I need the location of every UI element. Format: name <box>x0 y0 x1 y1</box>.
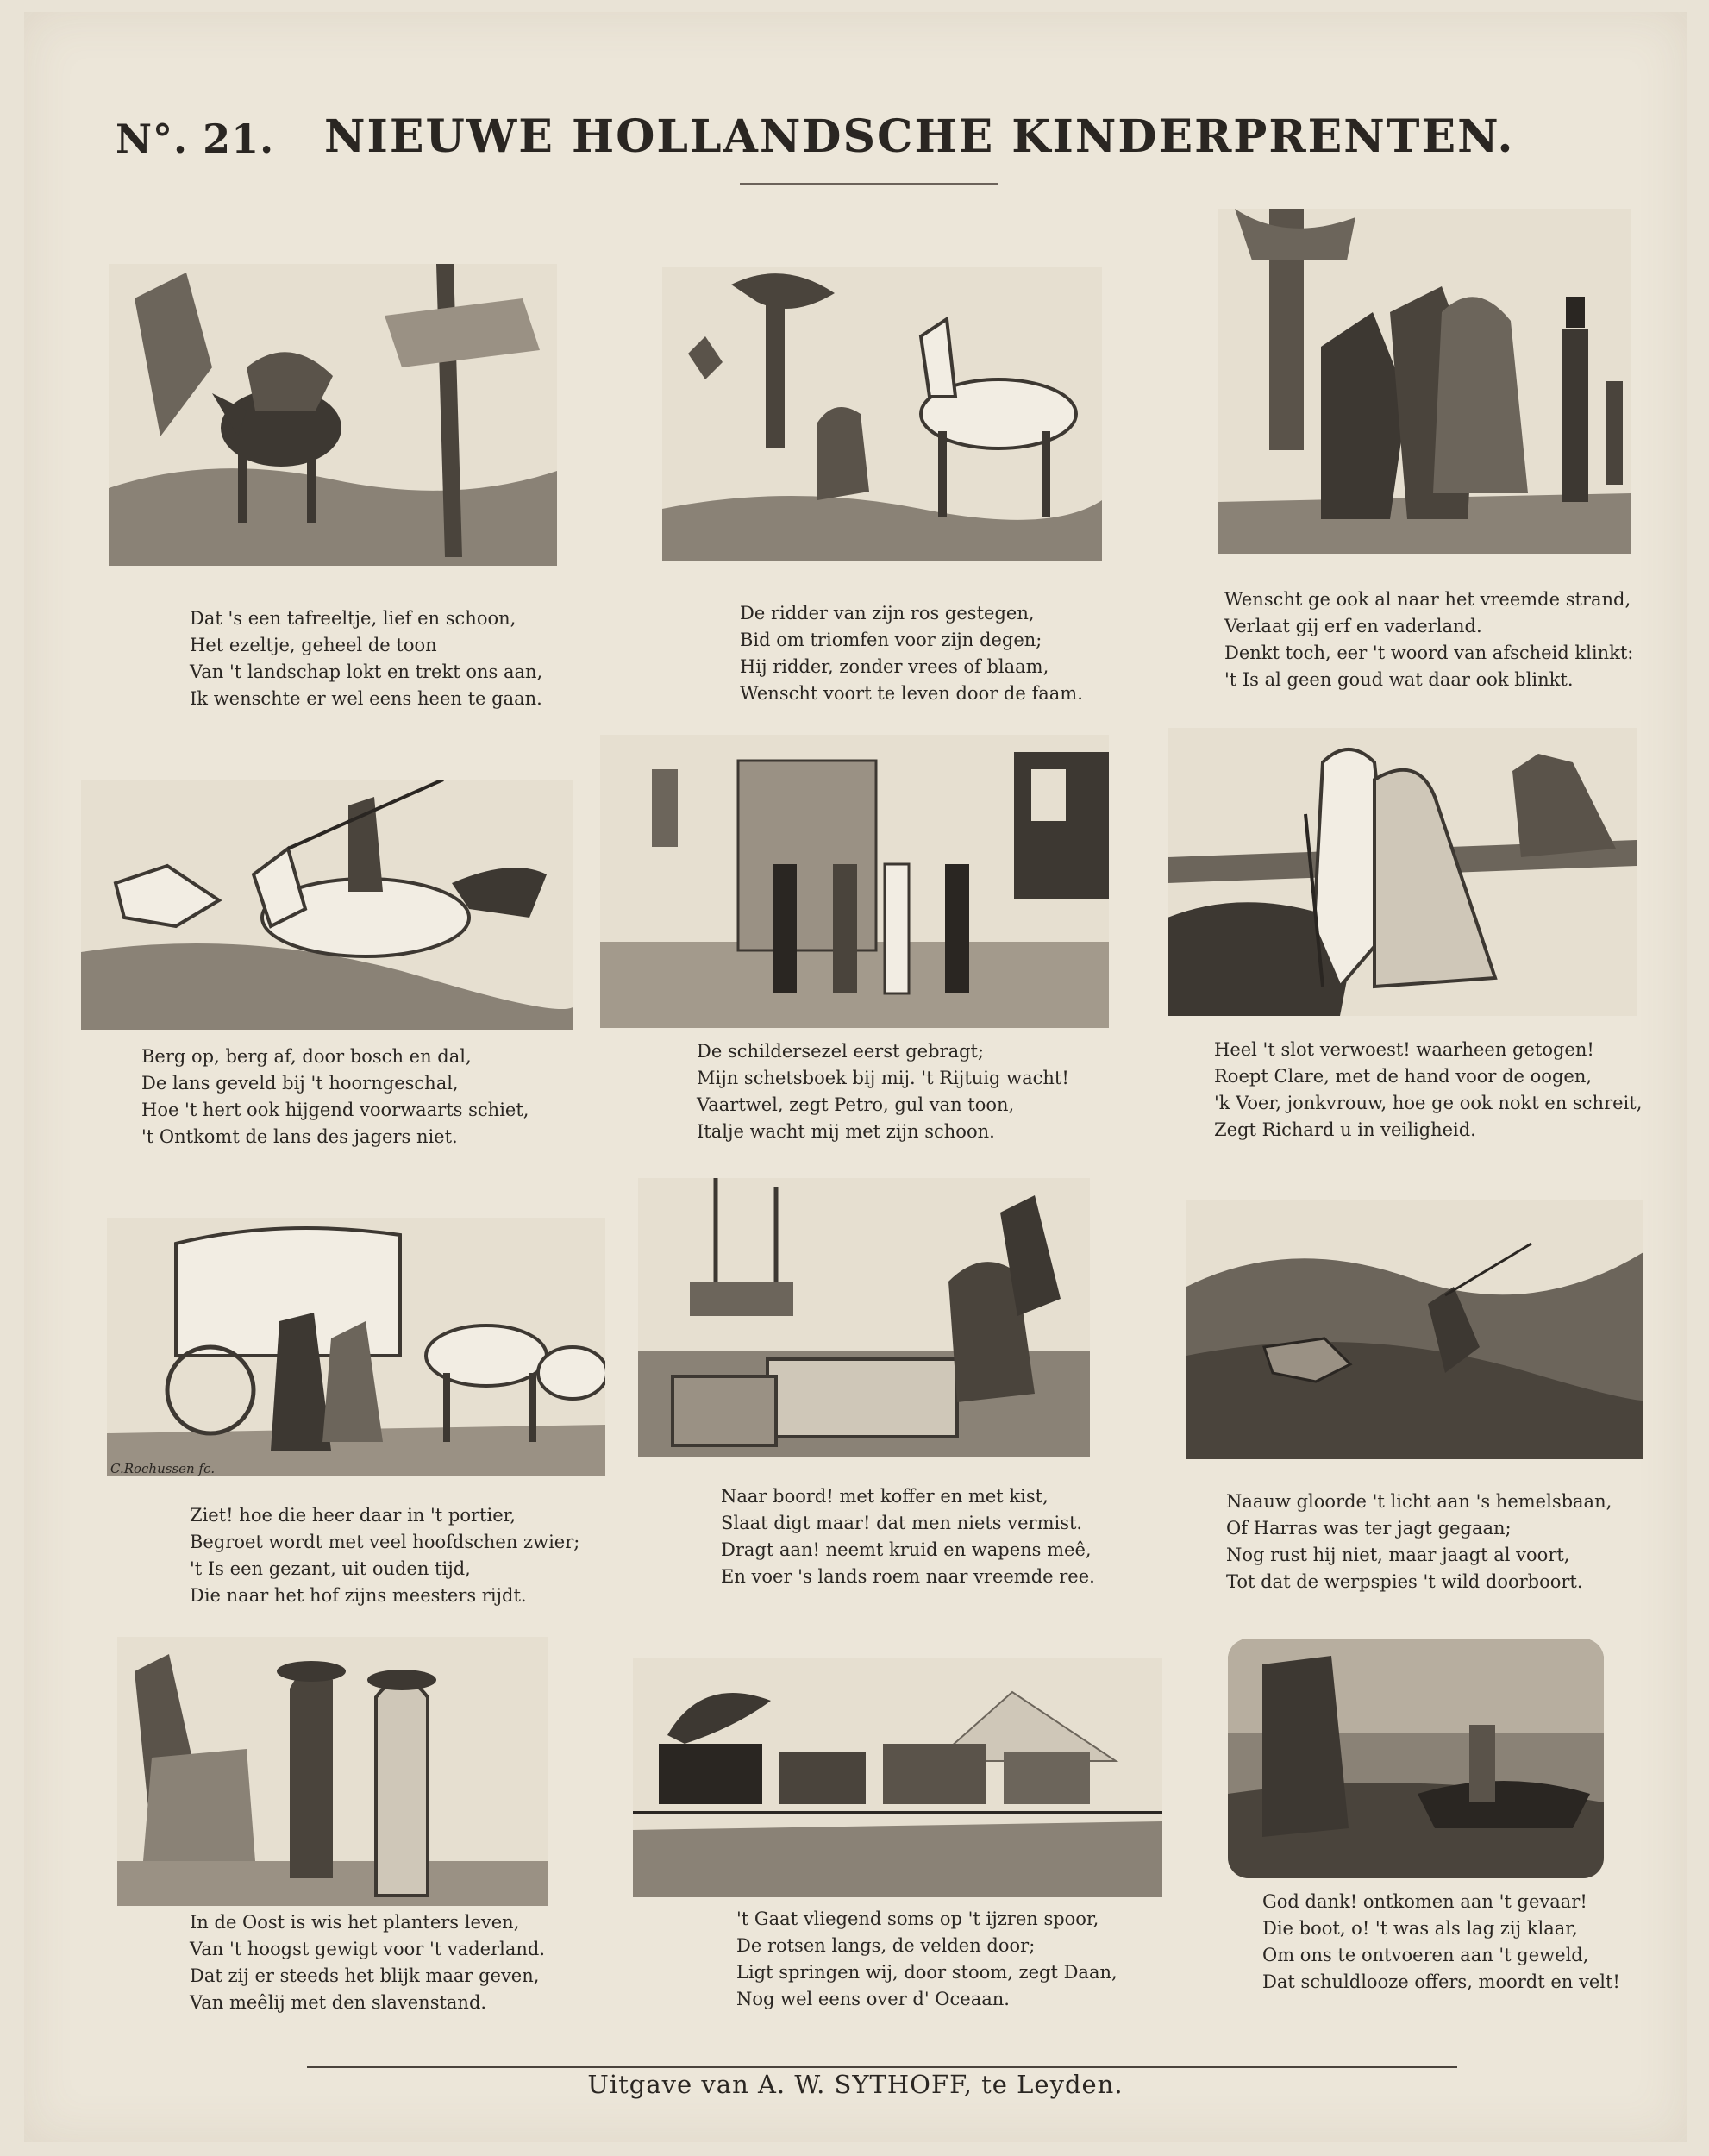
engraving-coach-departure <box>600 735 1109 1028</box>
publisher-imprint: Uitgave van A. W. SYTHOFF, te Leyden. <box>587 2070 1124 2099</box>
verse-line: Heel 't slot verwoest! waarheen getogen! <box>1214 1039 1594 1060</box>
verse-line: Slaat digt maar! dat men niets vermist. <box>721 1513 1083 1533</box>
engraver-signature: C.Rochussen fc. <box>110 1461 216 1476</box>
verse-donkey-landscape <box>190 605 542 712</box>
engraving-deer-hunt <box>1186 1200 1643 1459</box>
verse-line: Hoe 't hert ook hijgend voorwaarts schiet, <box>141 1100 529 1120</box>
engraving-emigrants <box>1218 209 1631 554</box>
verse-line: Denkt toch, eer 't woord van afscheid klinkt: <box>1224 642 1634 663</box>
engraving-stagecoach <box>107 1218 605 1476</box>
verse-line: Roept Clare, met de hand voor de oogen, <box>1214 1066 1593 1087</box>
verse-line: Die naar het hof zijns meesters rijdt. <box>190 1585 527 1606</box>
broadsheet <box>24 12 1687 2142</box>
verse-line: Zegt Richard u in veiligheid. <box>1214 1119 1476 1140</box>
verse-line: In de Oost is wis het planters leven, <box>190 1912 520 1933</box>
verse-line: Die boot, o! 't was als lag zij klaar, <box>1262 1918 1578 1939</box>
sheet-title: NIEUWE HOLLANDSCHE KINDERPRENTEN. <box>324 110 1515 163</box>
title-divider <box>740 183 998 185</box>
verse-line: God dank! ontkomen aan 't gevaar! <box>1262 1891 1587 1912</box>
verse-line: Vaartwel, zegt Petro, gul van toon, <box>697 1094 1015 1115</box>
verse-line: 't Gaat vliegend soms op 't ijzren spoor, <box>736 1908 1099 1929</box>
verse-hunter-on-horse <box>141 1044 529 1150</box>
verse-stagecoach <box>190 1502 579 1609</box>
verse-line: Ziet! hoe die heer daar in 't portier, <box>190 1505 516 1526</box>
verse-line: Het ezeltje, geheel de toon <box>190 635 437 655</box>
verse-line: Dat schuldlooze offers, moordt en velt! <box>1262 1971 1620 1992</box>
verse-line: Dat zij er steeds het blijk maar geven, <box>190 1965 540 1986</box>
engraving-rescue-boat <box>1228 1639 1604 1878</box>
verse-line: De schildersezel eerst gebragt; <box>697 1041 985 1062</box>
verse-ruined-castle <box>1214 1037 1642 1144</box>
engraving-planters <box>117 1637 548 1906</box>
verse-knight-and-horse <box>740 600 1083 707</box>
engraving-ruined-castle <box>1168 728 1637 1016</box>
verse-line: Nog wel eens over d' Oceaan. <box>736 1989 1010 2009</box>
verse-line: Wenscht ge ook al naar het vreemde strand, <box>1224 589 1631 610</box>
verse-line: De ridder van zijn ros gestegen, <box>740 603 1035 624</box>
verse-planters <box>190 1909 545 2016</box>
verse-line: Hij ridder, zonder vrees of blaam, <box>740 656 1049 677</box>
engraving-steam-train <box>633 1658 1162 1897</box>
verse-line: 't Is een gezant, uit ouden tijd, <box>190 1558 471 1579</box>
verse-line: En voer 's lands roem naar vreemde ree. <box>721 1566 1095 1587</box>
verse-line: Ligt springen wij, door stoom, zegt Daan, <box>736 1962 1117 1983</box>
header <box>24 105 1687 174</box>
verse-emigrants <box>1224 586 1633 693</box>
verse-line: Ik wenschte er wel eens heen te gaan. <box>190 688 542 709</box>
verse-line: Mijn schetsboek bij mij. 't Rijtuig wacht! <box>697 1068 1069 1088</box>
verse-line: Naauw gloorde 't licht aan 's hemelsbaan, <box>1226 1491 1612 1512</box>
verse-line: Dat 's een tafreeltje, lief en schoon, <box>190 608 516 629</box>
engraving-knight-and-horse <box>662 267 1102 561</box>
verse-line: Berg op, berg af, door bosch en dal, <box>141 1046 472 1067</box>
verse-line: Of Harras was ter jagt gegaan; <box>1226 1518 1512 1539</box>
verse-dock-crates <box>721 1483 1095 1590</box>
verse-line: Naar boord! met koffer en met kist, <box>721 1486 1049 1507</box>
verse-line: Nog rust hij niet, maar jaagt al voort, <box>1226 1545 1570 1565</box>
verse-line: 't Is al geen goud wat daar ook blinkt. <box>1224 669 1574 690</box>
verse-line: Italje wacht mij met zijn schoon. <box>697 1121 995 1142</box>
verse-coach-departure <box>697 1038 1069 1145</box>
verse-line: De rotsen langs, de velden door; <box>736 1935 1036 1956</box>
verse-rescue-boat <box>1262 1889 1620 1996</box>
verse-line: Van 't landschap lokt en trekt ons aan, <box>190 661 543 682</box>
verse-line: Bid om triomfen voor zijn degen; <box>740 630 1042 650</box>
engraving-dock-crates <box>638 1178 1090 1457</box>
verse-steam-train <box>736 1906 1117 2013</box>
engraving-hunter-on-horse <box>81 780 573 1030</box>
verse-line: Wenscht voort te leven door de faam. <box>740 683 1083 704</box>
verse-line: Begroet wordt met veel hoofdschen zwier; <box>190 1532 580 1552</box>
verse-line: 'k Voer, jonkvrouw, hoe ge ook nokt en schreit, <box>1214 1093 1643 1113</box>
verse-line: Dragt aan! neemt kruid en wapens meê, <box>721 1539 1092 1560</box>
engraving-donkey-landscape <box>109 264 557 566</box>
verse-line: 't Ontkomt de lans des jagers niet. <box>141 1126 458 1147</box>
verse-line: Verlaat gij erf en vaderland. <box>1224 616 1482 636</box>
verse-line: Om ons te ontvoeren aan 't geweld, <box>1262 1945 1589 1965</box>
sheet-number: N°. 21. <box>116 116 275 162</box>
footer-divider <box>307 2066 1457 2068</box>
verse-line: De lans geveld bij 't hoorngeschal, <box>141 1073 459 1094</box>
verse-deer-hunt <box>1226 1489 1612 1595</box>
verse-line: Tot dat de werpspies 't wild doorboort. <box>1226 1571 1583 1592</box>
verse-line: Van meêlij met den slavenstand. <box>190 1992 487 2013</box>
verse-line: Van 't hoogst gewigt voor 't vaderland. <box>190 1939 546 1959</box>
